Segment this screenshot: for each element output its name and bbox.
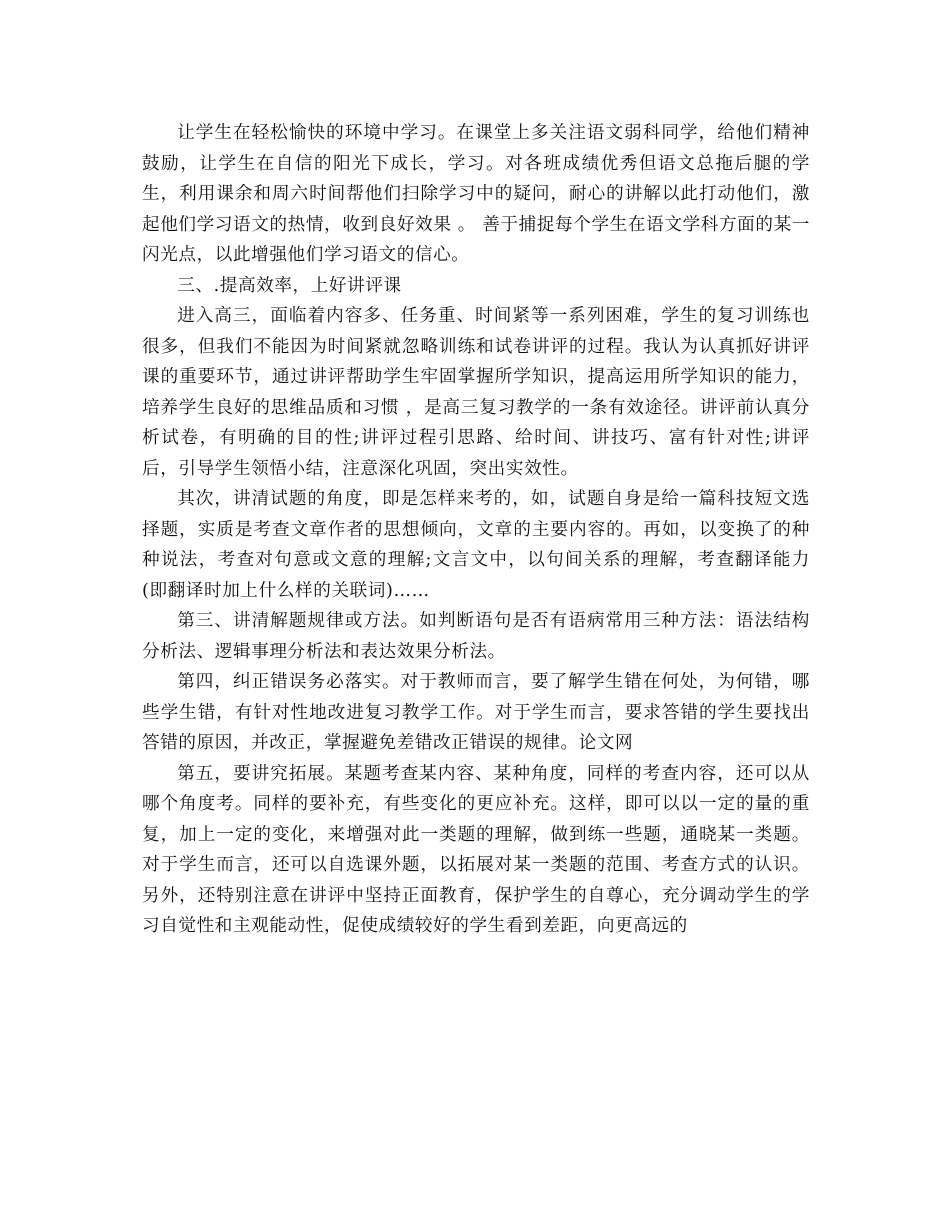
section-heading: 三、.提高效率，上好讲评课 <box>177 275 402 296</box>
paragraph-3: 其次，讲清试题的角度，即是怎样来考的，如，试题自身是给一篇科技短文选择题，实质是考查文章作者的思想倾向，文章的主要内容的。再如，以变换了的种种说法，考查对句意或文意的理解;文言文中，以句间关系的理解，考查翻译能力(即翻译时加上什么样的关联词)…… <box>142 489 810 601</box>
paragraph-4: 第三、讲清解题规律或方法。如判断语句是否有语病常用三种方法：语法结构分析法、逻辑事理分析法和表达效果分析法。 <box>142 611 810 662</box>
document-body <box>142 118 810 942</box>
paragraph-5: 第四，纠正错误务必落实。对于教师而言，要了解学生错在何处，为何错，哪些学生错，有针对性地改进复习教学工作。对于学生而言，要求答错的学生要找出答错的原因，并改正，掌握避免差错改正错误的规律。论文网 <box>142 672 810 753</box>
paragraph-1: 让学生在轻松愉快的环境中学习。在课堂上多关注语文弱科同学，给他们精神鼓励，让学生在自信的阳光下成长，学习。对各班成绩优秀但语文总拖后腿的学生，利用课余和周六时间帮他们扫除学习中的疑问，耐心的讲解以此打动他们，激起他们学习语文的热情，收到良好效果 。 善于捕捉每个学生在语文学科方面的某一闪光点，以此增强他们学习语文的信心。 <box>142 123 810 265</box>
paragraph-6: 第五，要讲究拓展。某题考查某内容、某种角度，同样的考查内容，还可以从哪个角度考。同样的要补充，有些变化的更应补充。这样，即可以以一定的量的重复，加上一定的变化，来增强对此一类题的理解，做到练一些题，通晓某一类题。对于学生而言，还可以自选课外题，以拓展对某一类题的范围、考查方式的认识。另外，还特别注意在讲评中坚持正面教育，保护学生的自尊心，充分调动学生的学习自觉性和主观能动性，促使成绩较好的学生看到差距，向更高远的 <box>142 763 810 936</box>
paragraph-2: 进入高三，面临着内容多、任务重、时间紧等一系列困难，学生的复习训练也很多，但我们不能因为时间紧就忽略训练和试卷讲评的过程。我认为认真抓好讲评课的重要环节，通过讲评帮助学生牢固掌握所学知识，提高运用所学知识的能力，培养学生良好的思维品质和习惯 ，是高三复习教学的一条有效途径。讲评前认真分析试卷，有明确的目的性;讲评过程引思路、给时间、讲技巧、富有针对性;讲评后，引导学生领悟小结，注意深化巩固，突出实效性。 <box>142 306 810 479</box>
